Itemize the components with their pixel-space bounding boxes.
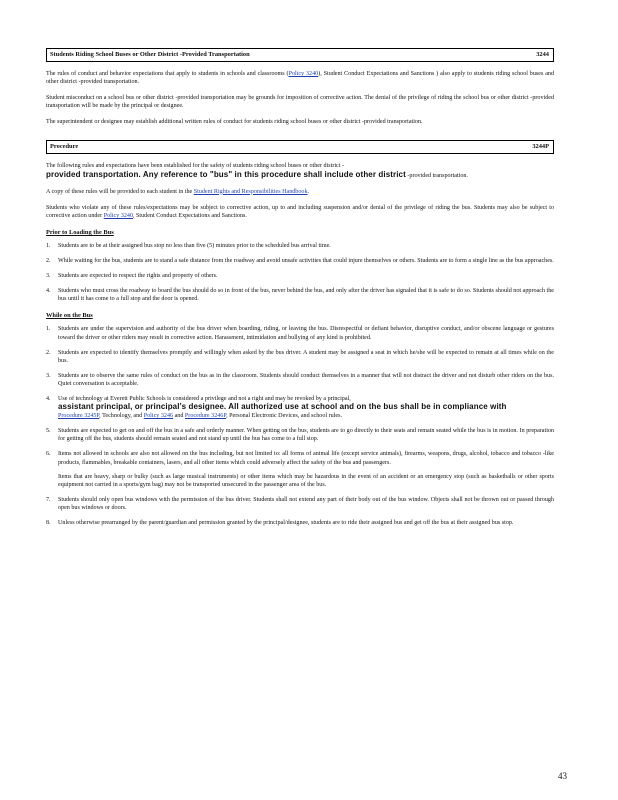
procedure-header xyxy=(46,140,554,154)
list-item: 2. Students are expected to identify themselves promptly and willingly when asked by the bus driver. A student may be assigned a seat in which he/she will be expected to remain at all times while on the bus. xyxy=(46,349,554,364)
list-item: 2. While waiting for the bus, students are to stand a safe distance from the roadway and avoid unsafe activities that could injure themselves or others. Students are to form a single line as the bus approaches. xyxy=(46,258,554,265)
policy-code: 3244 xyxy=(536,51,549,58)
list-item: 4. Students who must cross the roadway to board the bus should do so in front of the bus, never behind the bus, and only after the driver has signaled that it is safe to do so. Students should not approach the bus until it has come to a full stop and the door is opened. xyxy=(46,288,554,303)
policy-3240-link[interactable]: Policy 3240 xyxy=(288,71,319,77)
list-item: 3. Students are expected to respect the rights and property of others. xyxy=(46,273,218,280)
document-page xyxy=(46,48,554,534)
procedure-paragraph-3: Students who violate any of these rules/expectations may be subject to corrective action, up to and including suspension and/or denial of the privilege of riding the bus. Students may also be subject to corrective action under Policy 3240, Student Conduct Expectations and Sanctions. xyxy=(46,204,554,219)
section-heading-prior-to-loading: Prior to Loading the Bus xyxy=(46,228,114,236)
list-item: 5. Students are expected to get on and off the bus in a safe and orderly manner. When getting on the bus, students are to go directly to their seats and remain seated while the bus is in motion. In preparation for getting off the bus, students should remain seated and not stand up until the bus has come to a full stop. xyxy=(46,428,554,443)
policy-3246-link[interactable]: Policy 3246 xyxy=(143,413,174,420)
procedure-3245p-link[interactable]: Procedure 3245P xyxy=(58,413,100,420)
procedure-paragraph-1: The following rules and expectations have been established for the safety of students riding school buses or other district - provided transportation. Any reference to "bus" in this procedure shall include other district -provided transportation. xyxy=(46,163,468,179)
policy-paragraph-2: Student misconduct on a school bus or other district -provided transportation may be grounds for imposition of corrective action. The denial of the privilege of riding the school bus or other district -provided transportation will be made by the principal or designee. xyxy=(46,95,554,110)
list-item: 6. Items not allowed in schools are also not allowed on the bus including, but not limited to: all forms of animal life (except service animals), firearms, weapons, drugs, alcohol, tobacco and tobacco -like products, flammables, breakable containers, lasers, and all other items which could adversely affect the safety of the bus and passengers. Items that are heavy, sharp or bulky (such as large musical instruments) or other items which may be hazardous in the event of an accident or an emergency stop (such as basketballs or other sports equipment not carried in a sports/gym bag) may not be transported unsecured in the passenger area of the bus. xyxy=(46,451,554,488)
policy-paragraph-1: The rules of conduct and behavior expectations that apply to students in schools and classrooms (Policy 3240), Student Conduct Expectations and Sanctions ) also apply to students riding school buses and other district -provided transportation. xyxy=(46,71,555,86)
handbook-link[interactable]: Student Rights and Responsibilities Handbook xyxy=(193,188,308,195)
list-item: 1. Students are to be at their assigned bus stop no less than five (5) minutes prior to the scheduled bus arrival time. xyxy=(46,242,331,249)
procedure-3246p-link[interactable]: Procedure 3246P xyxy=(184,413,227,420)
list-item: 8. Unless otherwise prearranged by the parent/guardian and permission granted by the principal/designee, students are to ride their assigned bus and get off the bus at their assigned bus stop. xyxy=(46,520,514,526)
list-item: 4. Use of technology at Everett Public Schools is considered a privilege and not a right and may be revoked by a principal, assistant principal, or principal’s designee. All authorized use at school and on the bus shall be in compliance with Procedure 3245P, Technology, and Policy 3246 and Procedure 3246P, Personal Electronic Devices, and school rules. xyxy=(46,395,507,420)
policy-paragraph-3: The superintendent or designee may establish additional written rules of conduct for students riding school buses or other district -provided transportation. xyxy=(46,119,423,126)
page-number: 43 xyxy=(558,771,567,781)
policy-3240-link-2[interactable]: Policy 3240 xyxy=(103,212,133,219)
procedure-title: Procedure xyxy=(50,143,79,151)
list-item: 3. Students are to observe the same rules of conduct on the bus as in the classroom. Students should conduct themselves in a manner that will not distract the driver and not disturb other riders on the bus. Quiet conversation is acceptable. xyxy=(46,372,554,387)
procedure-paragraph-2: A copy of these rules will be provided to each student in the Student Rights and Responsibilities Handbook. xyxy=(46,188,310,195)
procedure-code: 3244P xyxy=(532,143,549,151)
policy-header xyxy=(46,48,554,62)
section-heading-while-on-bus: While on the Bus xyxy=(46,312,93,320)
policy-title: Students Riding School Buses or Other District -Provided Transportation xyxy=(50,51,250,58)
list-item: 7. Students should only open bus windows with the permission of the bus driver. Students shall not extend any part of their body out of the bus window. Objects shall not be thrown out or passed through open bus windows or doors. xyxy=(46,496,554,511)
list-item: 1. Students are under the supervision and authority of the bus driver when boarding, riding, or leaving the bus. Disrespectful or defiant behavior, disruptive conduct, and/or obscene language or gestures toward the driver or other riders may result in corrective action. Harassment, intimidation and bullying of any kind is prohibited. xyxy=(46,326,554,341)
